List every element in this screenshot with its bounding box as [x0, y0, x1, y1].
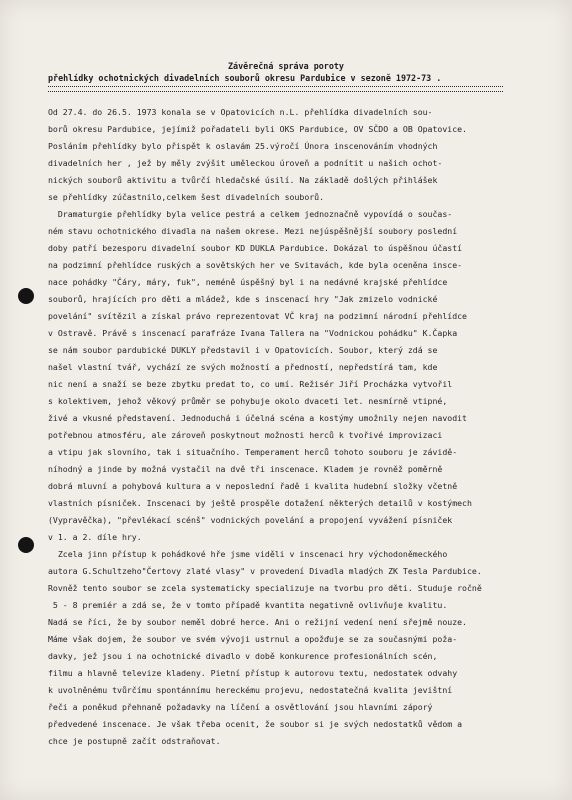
title-underline	[48, 86, 503, 92]
document-subtitle: přehlídky ochotnických divadelních souborů okresu Pardubice v sezoně 1972-73 .	[48, 73, 442, 83]
text-line: živé a vkusné představení. Jednoduchá i účelná scéna a kostýmy umožnily nejen navodit	[48, 413, 467, 423]
text-line: řeči a poněkud přehnaně požadavky na líčení a osvětlování jsou hlavními záporý	[48, 702, 433, 712]
text-line: filmu a hlavně televize kladeny. Pietní přístup k autorovu textu, nedostatek odvahy	[48, 668, 458, 678]
text-line: a vtipu jak slovního, tak i situačního. Temperament herců tohoto souboru je závidě-	[48, 447, 458, 457]
punch-hole	[18, 288, 34, 304]
text-line: s kolektivem, jehož věkový průměr se pohybuje okolo dvaceti let. nesmírně vtipné,	[48, 396, 448, 406]
text-line: Rovněž tento soubor se zcela systematicky specializuje na tvorbu pro děti. Studuje ročně	[48, 583, 482, 593]
document-title: Závěrečná správa poroty	[228, 61, 344, 71]
text-line: v 1. a 2. díle hry.	[48, 532, 142, 542]
text-line: davky, jež jsou i na ochotnické divadlo v době konkurence profesionálních scén,	[48, 651, 438, 661]
text-line: našel vlastní tvář, vychází ze svých možností a předností, nepředstírá tam, kde	[48, 362, 438, 372]
text-line: ném stavu ochotnického divadla na našem okrese. Mezi nejúspěšnější soubory poslední	[48, 226, 458, 236]
text-line: Máme však dojem, že soubor ve svém vývoji ustrnul a opožďuje se za současnými poža-	[48, 634, 458, 644]
text-line: dobrá mluvní a pohybová kultura a v neposlední řadě i kvalita hudební složky včetně	[48, 481, 458, 491]
text-line: nace pohádky "Čáry, máry, fuk", neméně úspěšný byl i na nedávné krajské přehlídce	[48, 277, 448, 287]
text-line: předvedené inscenace. Je však třeba ocenit, že soubor si je svých nedostatků vědom a	[48, 719, 463, 729]
document-body	[48, 104, 556, 750]
text-line: níhodný a jinde by možná vystačil na dvě tři inscenace. Kladem je rovněž poměrně	[48, 464, 443, 474]
text-line: povelání" svítězil a získal právo reprezentovat VČ kraj na podzimní národní přehlídce	[48, 311, 467, 321]
text-line: 5 - 8 premiér a zdá se, že v tomto případě kvantita negativně ovlivňuje kvalitu.	[48, 600, 448, 610]
text-line: Nadá se říci, že by soubor neměl dobré herce. Ani o režijní vedení není sřejmě nouze.	[48, 617, 467, 627]
text-line: doby patří bezesporu divadelní soubor KD DUKLA Pardubice. Dokázal to úspěšnou účastí	[48, 243, 463, 253]
text-line: (Vypravěčka), "převlékací scénš" vodnických povelání a propojení vyvážení písniček	[48, 515, 453, 525]
text-line: vlastních písniček. Inscenaci by ještě prospěle dotažení některých detailů v kostýmech	[48, 498, 472, 508]
text-line: divadelních her , jež by měly zvýšit uměleckou úroveň a podnítit u našich ochot-	[48, 158, 443, 168]
text-line: Zcela jinn přístup k pohádkové hře jsme viděli v inscenaci hry východoněmeckého	[48, 549, 448, 559]
text-line: nických souborů aktivitu a tvůrčí hledačské úsilí. Na základě došlých přihlášek	[48, 175, 438, 185]
text-line: k uvolněnému tvůrčímu spontánnímu hereckému projevu, nedostatečná kvalita jevištní	[48, 685, 453, 695]
text-line: v Ostravě. Právě s inscenací parafráze Ivana Tallera na "Vodnickou pohádku" K.Čapka	[48, 328, 458, 338]
text-line: potřebnou atmosféru, ale zároveň poskytnout možnosti herců k tvořivé improvizaci	[48, 430, 443, 440]
punch-hole	[18, 537, 34, 553]
text-line: Od 27.4. do 26.5. 1973 konala se v Opatovicích n.L. přehlídka divadelních sou-	[48, 107, 433, 117]
text-line: na podzimní přehlídce ruských a sovětských her ve Svitavách, kde byla oceněna insce-	[48, 260, 463, 270]
text-line: borů okresu Pardubice, jejímiž pořadateli byli OKS Pardubice, OV SČDO a OB Opatovice.	[48, 124, 467, 134]
text-line: souborů, hrajících pro děti a mládež, kde s inscenací hry "Jak zmizelo vodnické	[48, 294, 438, 304]
text-line: autora G.Schultzeho"Čertovy zlaté vlasy" v provedení Divadla mladých ZK Tesla Pardubice.	[48, 566, 482, 576]
text-line: se nám soubor pardubické DUKLY představil i v Opatovicích. Soubor, který zdá se	[48, 345, 438, 355]
text-line: Dramaturgie přehlídky byla velice pestrá a celkem jednoznačně vypovídá o součas-	[48, 209, 453, 219]
text-line: se přehlídky zúčastnilo,celkem šest divadelních souborů.	[48, 192, 325, 202]
text-line: Posláním přehlídky bylo přispět k oslavám 25.výročí Února inscenováním vhodných	[48, 141, 438, 151]
text-line: nic není a snaží se beze zbytku predat to, co umí. Režisér Jiří Procházka vytvořil	[48, 379, 453, 389]
text-line: chce je postupně začít odstraňovat.	[48, 736, 221, 746]
